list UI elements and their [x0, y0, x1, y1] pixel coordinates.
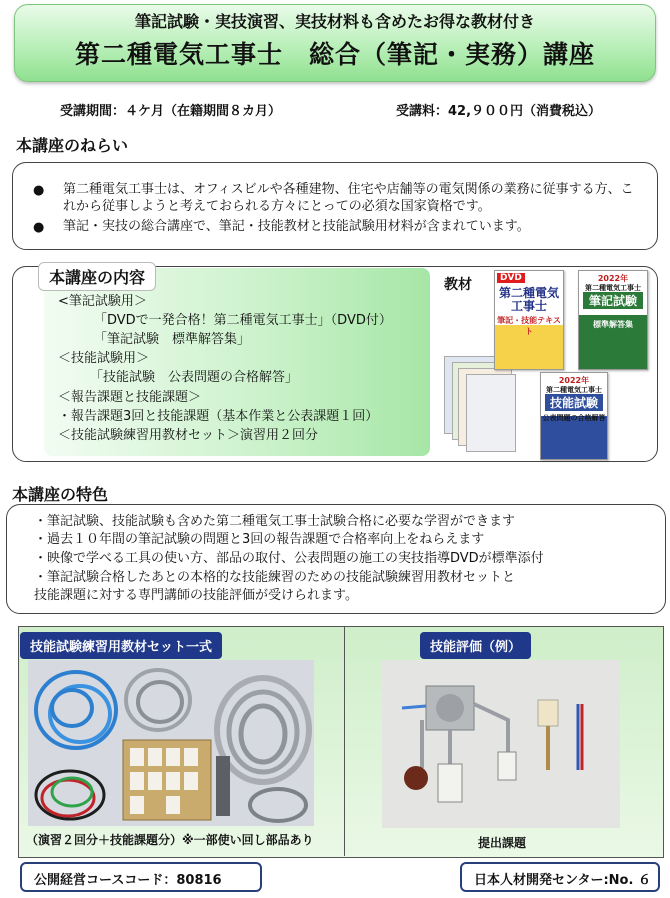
book2-series: 第二種電気工事士 [585, 284, 641, 292]
header-subtitle: 筆記試験・実技演習、実技材料も含めたお得な教材付き [134, 12, 535, 31]
page-title: 第二種電気工事士 総合（筆記・実務）講座 [74, 40, 595, 69]
feature-line: ・筆記試験合格したあとの本格的な技能練習のための技能試験練習用教材セットと [34, 570, 516, 585]
feature-line: ・筆記試験、技能試験も含めた第二種電気工事士試験合格に必要な学習ができます [34, 514, 516, 529]
right-panel-caption: 提出課題 [478, 836, 527, 850]
content-line: ・報告課題3回と技能課題（基本作業と公表課題１回） [58, 409, 379, 424]
aim-heading: 本講座のねらい [16, 136, 129, 155]
book2-year: 2022年 [597, 274, 629, 283]
aim-item-text: 筆記・実技の総合講座で、筆記・技能教材と技能試験用材料が含まれています。 [63, 219, 530, 234]
content-line: <筆記試験用＞ [58, 294, 147, 309]
content-line: ＜技能試験練習用教材セット＞演習用２回分 [58, 428, 319, 443]
aim-item-text: 第二種電気工事士は、オフィスビルや各種建物、住宅や店舗等の電気関係の業務に従事する方、これから従事しようと考えておられる方々にとっての必須な国家資格です。 [63, 182, 634, 214]
book3-sub: 公表問題の合格解答 [542, 414, 606, 422]
right-panel-title: 技能評価（例） [420, 632, 531, 659]
bullet-dot-icon: ● [33, 220, 45, 235]
course-code-box: 公開経営コースコード：80816 [20, 862, 262, 892]
dvd-tag: DVD [497, 273, 525, 283]
book1-sub: 筆記・技能テキスト [497, 316, 561, 336]
content-line: ＜技能試験用＞ [58, 351, 150, 366]
features-heading: 本講座の特色 [12, 485, 109, 504]
book-skill-exam [540, 372, 608, 460]
content-line: 「DVDで一発合格！第二種電気工事士」（DVD付） [94, 313, 392, 328]
book3-title: 技能試験 [545, 394, 603, 411]
book-dvd-text [494, 270, 564, 370]
header-banner [14, 4, 656, 82]
bullet-dot-icon: ● [33, 183, 45, 198]
book1-title: 第二種電気工事士 [498, 286, 559, 313]
materials-label: 教材 [444, 277, 472, 293]
book2-sub: 標準解答集 [593, 320, 633, 329]
panel-divider [344, 626, 345, 856]
course-fee: 受講料：42,９００円（消費税込） [396, 104, 602, 119]
center-number-box: 日本人材開発センター:No. ６ [460, 862, 660, 892]
book3-series: 第二種電気工事士 [546, 386, 602, 394]
course-period: 受講期間：４ケ月（在籍期間８カ月） [60, 104, 282, 119]
book-written-exam [578, 270, 648, 370]
content-heading: 本講座の内容 [38, 262, 156, 291]
materials-set-photo [28, 660, 314, 826]
feature-line: ・過去１０年間の筆記試験の問題と3回の報告課題で合格率向上をねらえます [34, 532, 485, 547]
content-line: 「筆記試験 標準解答集」 [94, 332, 251, 347]
report-sheet [466, 374, 516, 452]
left-panel-title: 技能試験練習用教材セット一式 [20, 632, 222, 659]
book3-year: 2022年 [558, 376, 590, 385]
book2-title: 筆記試験 [583, 292, 643, 309]
content-line: 「技能試験 公表問題の合格解答」 [90, 370, 299, 385]
content-line: ＜報告課題と技能課題＞ [58, 390, 202, 405]
skill-evaluation-photo [382, 660, 620, 828]
feature-line: ・映像で学べる工具の使い方、部品の取付、公表問題の施工の実技指導DVDが標準添付 [34, 551, 544, 566]
feature-line: 技能課題に対する専門講師の技能評価が受けられます。 [34, 588, 358, 603]
left-panel-caption: （演習２回分＋技能課題分）※一部使い回し部品あり [26, 833, 314, 847]
aim-box [12, 162, 658, 250]
